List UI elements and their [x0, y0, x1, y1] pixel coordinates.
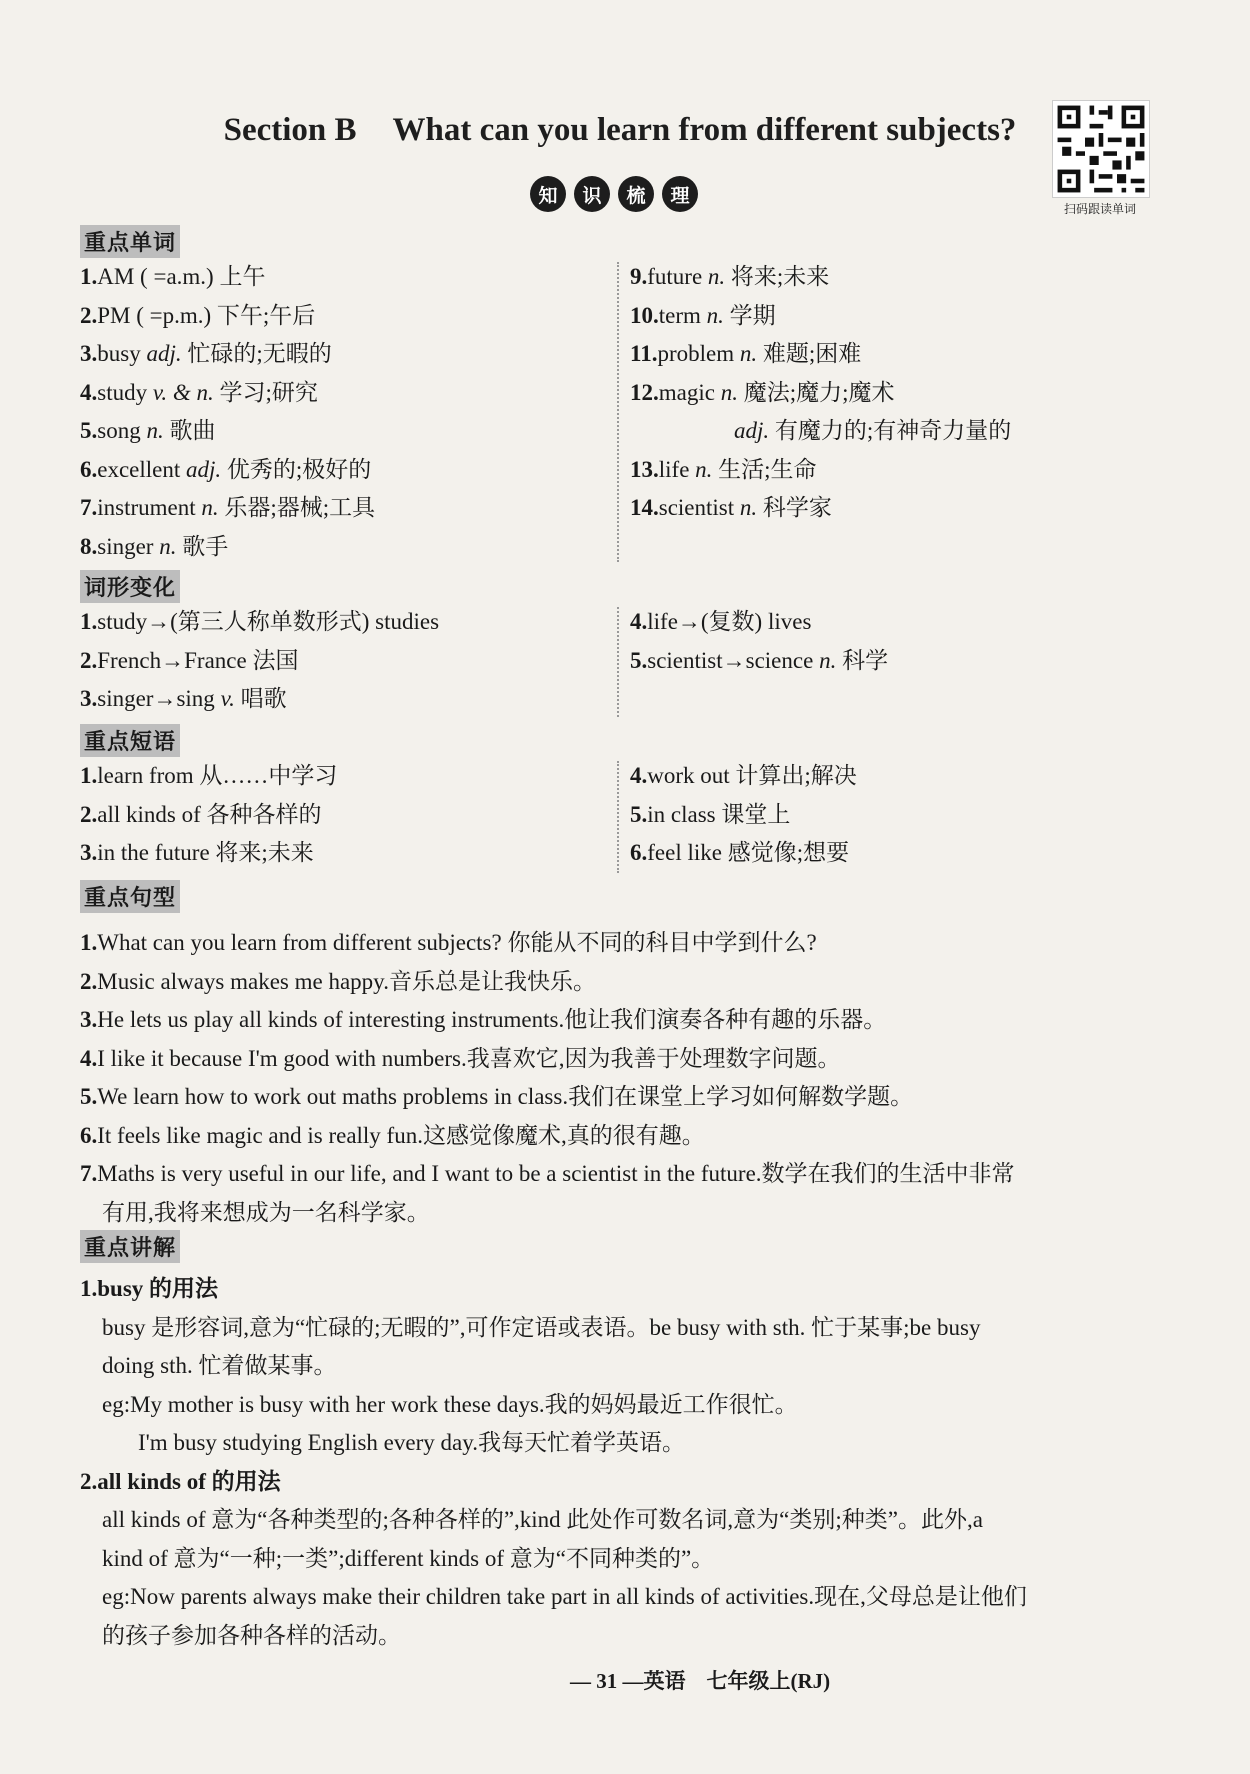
item-word: magic: [658, 379, 715, 405]
item-number: 14.: [630, 495, 659, 520]
list-item: [80, 834, 600, 873]
sentence-row: [80, 1078, 1150, 1117]
part-of-speech: n.: [146, 418, 164, 443]
heading-explanation: 重点讲解: [80, 1230, 180, 1263]
list-item: [80, 412, 600, 451]
item-meaning: 歌曲: [169, 418, 216, 443]
list-item: [80, 680, 600, 719]
item-text: in class 课堂上: [647, 801, 791, 827]
item-number: 13.: [630, 456, 659, 482]
explain-text: kind of 意为“一种;一类”;different kinds of 意为“不同种类的”。: [102, 1545, 715, 1571]
item-number: 4.: [630, 609, 648, 634]
item-number: 2.: [80, 302, 98, 328]
section-question: What can you learn from different subjects?: [392, 112, 1017, 148]
sentence-text: Music always makes me happy.音乐总是让我快乐。: [97, 968, 596, 994]
explain-text: all kinds of 意为“各种类型的;各种各样的”,kind 此处作可数名词,意为“类别;种类”。此外,a: [102, 1507, 983, 1532]
badge: 梳: [618, 176, 654, 212]
explain-text: doing sth. 忙着做某事。: [102, 1353, 337, 1378]
section-label: Section B: [223, 112, 357, 148]
item-word: life: [658, 456, 690, 482]
badge: 识: [574, 176, 610, 212]
item-number: 4.: [630, 763, 648, 788]
item-number: 9.: [630, 264, 648, 289]
list-item: [630, 335, 1150, 374]
item-number: 7.: [80, 495, 98, 520]
item-number: 5.: [80, 1084, 98, 1109]
sentence-row: [80, 924, 1150, 963]
item-word: excellent: [97, 456, 181, 482]
qr-caption: 扫码跟读单词: [1063, 202, 1136, 216]
item-number: 1.: [80, 930, 98, 955]
list-item: [630, 258, 1150, 297]
list-item: [80, 374, 600, 413]
item-word: scientist→science: [647, 647, 814, 673]
list-item: [630, 489, 1150, 528]
item-text: work out 计算出;解决: [647, 763, 857, 788]
sentence-row: [80, 1040, 1150, 1079]
item-text: PM ( =p.m.) 下午;午后: [97, 302, 316, 328]
item-meaning: 优秀的;极好的: [226, 456, 372, 482]
list-item: [80, 642, 600, 681]
list-item: [630, 603, 1150, 642]
item-meaning: 唱歌: [240, 686, 287, 711]
list-item: [80, 757, 600, 796]
item-number: 3.: [80, 1007, 98, 1032]
sentence-text: We learn how to work out maths problems in class.我们在课堂上学习如何解数学题。: [97, 1084, 914, 1109]
part-of-speech: n.: [739, 341, 758, 366]
item-meaning: 科学家: [762, 495, 832, 520]
item-meaning: 学习;研究: [219, 379, 318, 405]
part-of-speech: n.: [159, 533, 177, 559]
sentence-text: He lets us play all kinds of interesting instruments.他让我们演奏各种有趣的乐器。: [97, 1007, 887, 1032]
item-text: all kinds of 各种各样的: [97, 801, 322, 827]
part-of-speech: n.: [739, 495, 758, 520]
item-number: 11.: [630, 341, 658, 366]
item-meaning: 魔法;魔力;魔术: [743, 379, 895, 405]
sentence-row: [80, 963, 1150, 1002]
section-title: [190, 112, 1050, 149]
list-item: [80, 796, 600, 835]
item-meaning: 学期: [729, 302, 776, 328]
part-of-speech: adj.: [186, 456, 222, 482]
sentence-text: I like it because I'm good with numbers.我喜欢它,因为我善于处理数字问题。: [97, 1045, 841, 1071]
item-meaning: 乐器;器械;工具: [224, 495, 376, 520]
item-text: French→France 法国: [97, 647, 299, 673]
item-meaning: 歌手: [182, 533, 229, 559]
item-number: 5.: [630, 801, 648, 827]
item-number: 4.: [80, 379, 98, 405]
item-number: 10.: [630, 302, 659, 328]
part-of-speech: n.: [201, 495, 219, 520]
forms-left-list: [80, 603, 600, 719]
sentence-list: [80, 924, 1150, 1232]
item-number: 2.: [80, 647, 98, 673]
part-of-speech: v.: [220, 686, 235, 711]
forms-right-list: [630, 603, 1150, 680]
item-text: AM ( =a.m.) 上午: [97, 264, 266, 289]
item-text: study→(第三人称单数形式) studies: [97, 609, 440, 634]
item-meaning: 忙碌的;无暇的: [187, 341, 332, 366]
qr-code-icon[interactable]: [1052, 100, 1150, 198]
item-word: scientist: [658, 495, 735, 520]
column-divider: [617, 607, 619, 717]
sentence-row: [80, 1117, 1150, 1156]
item-word: future: [647, 264, 703, 289]
sentence-row: [80, 1001, 1150, 1040]
explanation-block: [80, 1270, 1155, 1655]
item-number: 4.: [80, 1045, 98, 1071]
list-item: [630, 642, 1150, 681]
list-item: [630, 374, 1150, 413]
list-item: [630, 451, 1150, 490]
item-text: in the future 将来;未来: [97, 840, 314, 865]
sentence-text: It feels like magic and is really fun.这感觉像魔术,真的很有趣。: [97, 1122, 705, 1148]
list-item: [630, 412, 1150, 451]
phrases-right-list: [630, 757, 1150, 873]
sentence-row: [80, 1155, 1150, 1194]
item-number: 1.: [80, 763, 98, 788]
list-item: [630, 834, 1150, 873]
item-word: study: [97, 379, 148, 405]
heading-key-words: 重点单词: [80, 225, 180, 258]
item-meaning: 科学: [842, 647, 889, 673]
item-number: 8.: [80, 533, 98, 559]
explain-heading: 1.busy 的用法: [80, 1276, 219, 1301]
part-of-speech: n.: [720, 379, 738, 405]
example-sentence: eg:My mother is busy with her work these days.我的妈妈最近工作很忙。: [102, 1391, 798, 1417]
item-meaning: 难题;困难: [762, 341, 862, 366]
item-word: instrument: [97, 495, 196, 520]
list-item: [80, 335, 600, 374]
item-word: singer: [97, 533, 154, 559]
item-text: learn from 从……中学习: [97, 763, 338, 788]
item-word: song: [97, 418, 141, 443]
heading-word-forms: 词形变化: [80, 570, 180, 603]
list-item: [80, 451, 600, 490]
item-word: term: [658, 302, 701, 328]
sentence-row: [80, 1194, 1150, 1233]
item-number: 12.: [630, 379, 659, 405]
item-number: 2.: [80, 801, 98, 827]
list-item: [80, 528, 600, 567]
item-number: 2.: [80, 968, 98, 994]
knowledge-badges: [530, 176, 698, 212]
list-item: [80, 258, 600, 297]
item-text: life→(复数) lives: [647, 609, 812, 634]
part-of-speech: adj.: [146, 341, 182, 366]
part-of-speech: n.: [707, 264, 726, 289]
list-item: [80, 603, 600, 642]
item-number: 6.: [80, 456, 98, 482]
example-sentence: 的孩子参加各种各样的活动。: [102, 1622, 401, 1648]
part-of-speech: n.: [819, 647, 837, 673]
column-divider: [617, 262, 619, 562]
badge: 知: [530, 176, 566, 212]
item-number: 3.: [80, 341, 98, 366]
page-footer: — 31 —英语 七年级上(RJ): [570, 1669, 831, 1693]
item-number: 3.: [80, 840, 98, 865]
explain-heading: 2.all kinds of 的用法: [80, 1468, 281, 1494]
item-meaning: 将来;未来: [730, 264, 830, 289]
heading-key-phrases: 重点短语: [80, 724, 180, 757]
part-of-speech: n.: [695, 456, 713, 482]
list-item: [630, 796, 1150, 835]
item-number: 1.: [80, 609, 98, 634]
words-left-list: [80, 258, 600, 566]
item-number: 5.: [630, 647, 648, 673]
part-of-speech: adj.: [734, 418, 770, 443]
part-of-speech: n.: [706, 302, 724, 328]
sentence-text: 有用,我将来想成为一名科学家。: [102, 1199, 430, 1225]
example-sentence: I'm busy studying English every day.我每天忙着学英语。: [138, 1430, 685, 1455]
list-item: [80, 297, 600, 336]
item-number: 7.: [80, 1161, 98, 1186]
item-number: 6.: [80, 1122, 98, 1148]
part-of-speech: v. & n.: [152, 379, 214, 405]
badge: 理: [662, 176, 698, 212]
words-right-list: [630, 258, 1150, 528]
item-meaning: 生活;生命: [718, 456, 817, 482]
item-word: singer→sing: [97, 686, 215, 711]
sentence-text: What can you learn from different subjects? 你能从不同的科目中学到什么?: [97, 930, 817, 955]
list-item: [80, 489, 600, 528]
column-divider: [617, 761, 619, 873]
item-text: feel like 感觉像;想要: [647, 840, 850, 865]
item-number: 3.: [80, 686, 98, 711]
list-item: [630, 297, 1150, 336]
item-word: busy: [97, 341, 141, 366]
item-number: 1.: [80, 264, 98, 289]
list-item: [630, 757, 1150, 796]
explain-text: busy 是形容词,意为“忙碌的;无暇的”,可作定语或表语。be busy with sth. 忙于某事;be busy: [102, 1314, 981, 1340]
item-number: 5.: [80, 418, 98, 443]
item-word: problem: [657, 341, 735, 366]
item-number: 6.: [630, 840, 648, 865]
heading-key-sentences: 重点句型: [80, 880, 180, 913]
example-sentence: eg:Now parents always make their children take part in all kinds of activities.现在,父母总是让他们: [102, 1584, 1027, 1609]
item-meaning: 有魔力的;有神奇力量的: [774, 418, 1012, 443]
phrases-left-list: [80, 757, 600, 873]
sentence-text: Maths is very useful in our life, and I want to be a scientist in the future.数学在我们的生活中非常: [97, 1161, 1015, 1186]
